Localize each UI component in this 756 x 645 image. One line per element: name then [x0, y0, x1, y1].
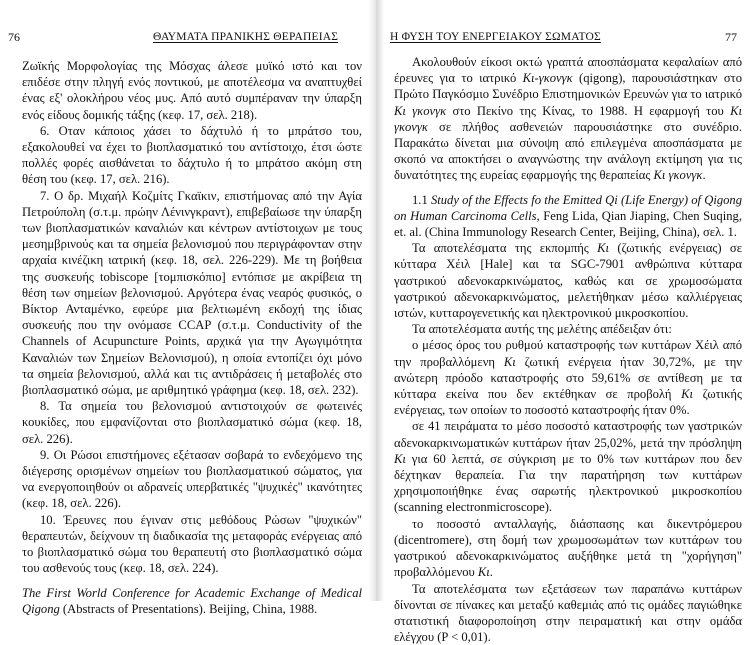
ki-term: Κι: [394, 452, 406, 466]
text-run: σε 41 πειράματα το μέσο ποσοστό καταστροφής των γαστρικών αδενοκαρκινωματικών κυττάρων ήταν 25,02%, μετά την πρόσληψη: [394, 419, 742, 449]
text-run: Τα αποτελέσματα της εκπομπής: [412, 241, 597, 255]
qigong-term: Κι γκονγκ: [394, 104, 742, 134]
ki-term: Κι: [478, 565, 490, 579]
intro-paragraph-right: [394, 54, 742, 184]
conference-details: (Abstracts of Presentations). Beijing, China, 1988.: [60, 602, 317, 616]
text-run: (qigong), παρουσιάστηκαν στο Πρώτο Παγκόσμιο Συνέδριο Επιστημονικών Ερευνών για το ιατρικό: [394, 71, 742, 101]
study-summary: [394, 240, 742, 321]
qigong-term: Κι γκονγκ: [394, 104, 446, 118]
left-page: [0, 0, 378, 601]
ki-term: Κι: [597, 241, 609, 255]
note-9: 9. Οι Ρώσοι επιστήμονες εξέτασαν σοβαρά το ενδεχόμενο της διέγερσης ορισμένων σημείων του βιοπλασματικού σώματος, για να ενεργοποιηθούν οι αδρανείς υπερβατικές "ψυχικές" ικανότητες (κεφ. 18, σελ. 226).: [22, 447, 362, 512]
text-run: .: [490, 565, 493, 579]
ki-term: Κι: [504, 355, 516, 369]
note-7: 7. Ο δρ. Μιχαήλ Κοζμίτς Γκαϊκιν, επιστήμονας από την Αγία Πετρούπολη (σ.τ.μ. πρώην Λένινγκραντ), επιβεβαίωσε την ύπαρξη των βιοπλασματικών καναλιών και κέντρων αντίστοιχων με τους μεσημβρινούς και τα σημεία βελονισμού που περιγράφονταν στην αρχαία κινέζικη ιατρική (κεφ. 18, σελ. 226-229). Με τη βοήθεια της συσκευής tobiscope [τομπισκόπιο] εντόπισε με ακρίβεια τη θέση των σημείων βελονισμού. Αργότερα ένας νεαρός φυσικός, ο Βίκτορ Ανταμένκο, εφεύρε μια βελτιωμένη εκδοχή της ίδιας συσκευής που την ονόμασε CCAP (σ.τ.μ. Conductivity of the Channels of Acupuncture Points, αρχικά για την Αγωγιμότητα Καναλιών των Σημείων Βελονισμού), η οποία εντοπίζει όχι μόνο τα σημεία βελονισμού, αλλά και τις αντιδράσεις ή μεταβολές στο βιοπλασματικό σώμα, με αριθμητικό γράφημα (κεφ. 18, σελ. 232).: [22, 188, 362, 399]
ki-term: Κι: [681, 387, 693, 401]
left-page-header: [8, 29, 364, 45]
left-running-title: ΘΑΥΜΑΤΑ ΠΡΑΝΙΚΗΣ ΘΕΡΑΠΕΙΑΣ: [153, 29, 338, 45]
text-run: ο μέσος όρος του ρυθμού καταστροφής των κυττάρων Χέιλ από την προβαλλόμενη: [394, 338, 742, 368]
text-run: Ακολουθούν είκοσι οκτώ γραπτά αποσπάσματα κεφαλαίων από έρευνες για το ιατρικό: [394, 55, 742, 85]
result-gastric: [394, 418, 742, 515]
note-10: 10. Έρευνες που έγιναν στις μεθόδους Ρώσων "ψυχικών" θεραπευτών, δείχνουν τη διαδικασία της μεταφοράς ενέργειας από το βιοπλασματικό σώμα του θεραπευτή στο βιοπλασματικό σώμα του ασθενούς τους (κεφ. 18, σελ. 224).: [22, 512, 362, 577]
results-intro: Τα αποτελέσματα αυτής της μελέτης απέδειξαν ότι:: [394, 321, 742, 337]
study-citation: [394, 192, 742, 241]
intro-paragraph: Ζωϊκής Μορφολογίας της Μόσχας άλεσε μυϊκό ιστό και τον επιδέσε στην πληγή ενός ποντικού, με αποτέλεσμα να αναπτυχθεί ένας εξ' ολοκλήρου νέος μυς. Από αυτό συμπέραναν την ύπαρξη ενός είδους δομικής τάξης (κεφ. 17, σελ. 218).: [22, 58, 362, 123]
conference-reference: [22, 585, 362, 617]
text-run: (ζωτικής ενέργειας) σε κύτταρα Χέιλ [Hale] και τα SGC-7901 ανθρώπινα κύτταρα γαστρικού αδενοκαρκινώματος, καθώς και σε χρωμοσώματα γαστρικού αδενοκαρκινώματος, μελετήθηκαν μέσω καλλιέργειας ιστών, κυτταρογενετικής και ηλεκτρονικού μικροσκοπίου.: [394, 241, 742, 320]
left-page-number: 76: [8, 29, 20, 45]
text-run: το ποσοστό ανταλλαγής, διάσπασης και δικεντρόμερου (dicentromere), στη δομή των χρωμοσωμάτων των κυττάρων του γαστρικού αδενοκαρκινώματος αυξήθηκε μετά τη "χορήγηση" προβαλλόμενου: [394, 517, 742, 580]
left-page-body: [22, 58, 362, 617]
text-run: σε πλήθος ασθενειών παρουσιάστηκε στο συνέδριο. Παρακάτω δίνεται μια σύνοψη από επιλεγμένα αποσπάσματα με σκοπό να αποκτήσει ο αναγνώστης την ανάλογη εκτίμηση για τις δυνατότητες της ευρείας εφαρμογής της θεραπείας: [394, 120, 742, 183]
study-number: 1.1: [412, 193, 431, 207]
text-run: για 60 λεπτά, σε σύγκριση με το 0% των κυττάρων που δεν δέχτηκαν θεραπεία. Για την παρατήρηση των κυττάρων χρησιμοποιήθηκε ένας σαρωτής ηλεκτρονικού μικροσκοπίου (scanning electronmicroscope).: [394, 452, 742, 515]
note-8: 8. Τα σημεία του βελονισμού αντιστοιχούν σε φωτεινές κουκίδες, που εμφανίζονται στο βιοπλασματικό σώμα (κεφ. 18, σελ. 226).: [22, 398, 362, 447]
right-page-number: 77: [725, 29, 737, 45]
right-running-title: Η ΦΥΣΗ ΤΟΥ ΕΝΕΡΓΕΙΑΚΟΥ ΣΩΜΑΤΟΣ: [390, 29, 601, 45]
study-title: Study of the Effects fo the Emitted Qi (Life Energy) of Qigong on Human Carcinoma Cells,: [394, 193, 742, 223]
result-chromosome: [394, 516, 742, 581]
qigong-term: Κι γκονγκ: [653, 168, 702, 182]
study-authors: Feng Lida, Qian Jiaping, Chen Suqing, et. al. (China Immunology Research Center, Beijing, China), σελ. 1.: [394, 209, 742, 239]
conference-title: The First World Conference for Academic Exchange of Medical Qigong: [22, 586, 362, 616]
text-run: ζωτική ενέργεια ήταν 30,72%, με την ανώτερη πρόοδο καταστροφής στο 59,61% σε αντίθεση με τα κύτταρα εκείνα που δεν εκτέθηκαν σε προβολή: [394, 355, 742, 401]
right-page-body: [394, 54, 742, 645]
text-run: .: [702, 168, 705, 182]
right-page: [378, 0, 756, 601]
text-run: στο Πεκίνο της Κίνας, το 1988. Η εφαρμογή του: [446, 104, 730, 118]
result-statistics: Τα αποτελέσματα των εξετάσεων των παραπάνω κυττάρων δίνονται σε πίνακες και μεταξύ καθεμιάς από τις ομάδες παγιώθηκε στατιστική διαφοροποίηση στην πειραματική και στην ομάδα ελέγχου (P < 0,01).: [394, 581, 742, 645]
result-hela: [394, 337, 742, 418]
right-page-header: [390, 29, 745, 45]
text-run: ζωτικής ενέργειας, των οποίων το ποσοστό καταστροφής ήταν 0%.: [394, 387, 742, 417]
note-6: 6. Οταν κάποιος χάσει το δάχτυλό ή το μπράτσο του, εξακολουθεί να έχει το βιοπλασματικό του αντίστοιχο, έτσι ώστε πολλές φορές αισθάνεται το δάχτυλο ή το μπράτσο ακόμη στη θέση του (κεφ. 17, σελ. 216).: [22, 123, 362, 188]
qigong-term: Κι-γκονγκ: [523, 71, 573, 85]
